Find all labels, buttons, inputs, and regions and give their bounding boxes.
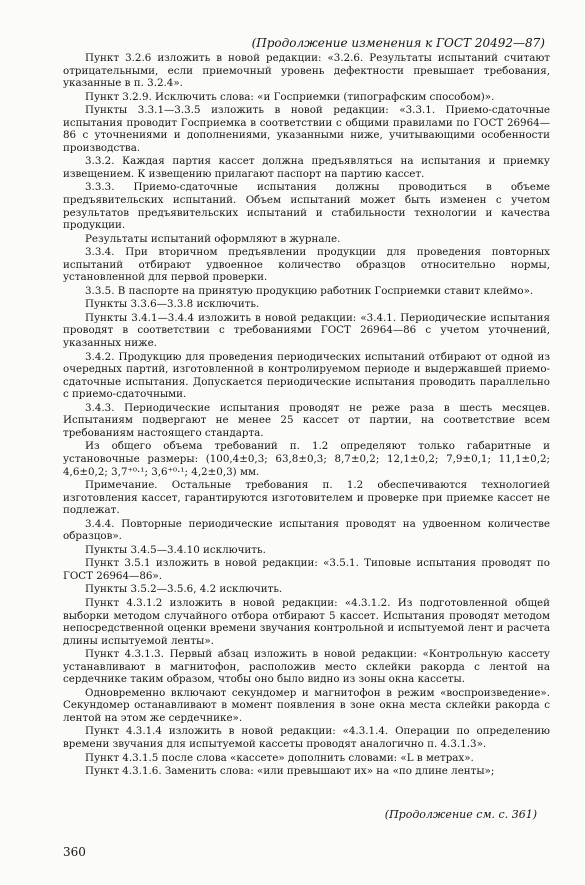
- paragraph: Одновременно включают секундомер и магнитофон в режим «воспроизведение». Секундомер останавливают в момент появления в зоне окна места склейки ракорда с лентой на этом же сердечнике».: [63, 686, 550, 724]
- paragraph: Пункт 4.3.1.4 изложить в новой редакции: «4.3.1.4. Операции по определению времени звучания для испытуемой кассеты проводят аналогично п. 4.3.1.3».: [63, 725, 550, 750]
- paragraph: Пункт 4.3.1.3. Первый абзац изложить в новой редакции: «Контрольную кассету устанавливают в магнитофон, расположив место склейки ракорда с лентой на сердечнике таким образом, чтобы оно было видно из зоны окна кассеты.: [63, 648, 550, 686]
- paragraph: 3.3.4. При вторичном предъявлении продукции для проведения повторных испытаний отбирают удвоенное количество образцов относительно нормы, установленной для первой проверки.: [63, 246, 550, 284]
- paragraph: Пункт 4.3.1.2 изложить в новой редакции: «4.3.1.2. Из подготовленной общей выборки методом случайного отбора отбирают 5 кассет. Испытания проводят методом непосредственной оценки времени звучания контрольной и испытуемой лент и расчета длины испытуемой ленты».: [63, 596, 550, 647]
- paragraph: 3.4.2. Продукцию для проведения периодических испытаний отбирают от одной из очередных партий, изготовленной в контролируемом периоде и выдержавшей приемо-сдаточные испытания. Допускается периодические испытания проводить параллельно с приемо-сдаточными.: [63, 350, 550, 401]
- document-body: [63, 52, 550, 779]
- paragraph: Из общего объема требований п. 1.2 определяют только габаритные и установочные размеры: (100,4±0,3; 63,8±0,3; 8,7±0,2; 12,1±0,2; 7,9±0,1; 11,1±0,2; 4,6±0,2; 3,7⁺⁰·¹; 3,6⁺⁰·¹; 4,2±0,3) мм.: [63, 440, 550, 478]
- paragraph: Результаты испытаний оформляют в журнале.: [85, 232, 341, 245]
- paragraph: Пункт 4.3.1.5 после слова «кассете» дополнить словами: «L в метрах».: [85, 751, 474, 764]
- continuation-footer: (Продолжение см. с. 361): [384, 808, 537, 821]
- paragraph: Пункты 3.4.1—3.4.4 изложить в новой редакции: «3.4.1. Периодические испытания проводят в соответствии с требованиями ГОСТ 26964—86 с учетом уточнений, указанных ниже.: [63, 311, 550, 350]
- paragraph: Пункт 3.5.1 изложить в новой редакции: «3.5.1. Типовые испытания проводят по ГОСТ 26964—86».: [63, 557, 550, 582]
- paragraph: 3.3.3. Приемо-сдаточные испытания должны проводиться в объеме предъявительских испытаний. Объем испытаний может быть изменен с учетом результатов предъявительских испытаний и стабильности технологии и качества продукции.: [63, 181, 550, 232]
- continuation-header: (Продолжение изменения к ГОСТ 20492—87): [251, 36, 545, 50]
- paragraph: 3.3.2. Каждая партия кассет должна предъявляться на испытания и приемку извещением. К извещению прилагают паспорт на партию кассет.: [63, 155, 550, 180]
- paragraph: 3.4.4. Повторные периодические испытания проводят на удвоенном количестве образцов».: [63, 517, 550, 543]
- page-number: 360: [63, 845, 86, 859]
- paragraph: Пункт 3.2.9. Исключить слова: «и Госприемки (типографским способом)».: [85, 90, 495, 103]
- paragraph: Пункты 3.3.6—3.3.8 исключить.: [85, 298, 260, 311]
- paragraph: Пункты 3.3.1—3.3.5 изложить в новой редакции: «3.3.1. Приемо-сдаточные испытания проводит Госприемка в соответствии с общими правилами по ГОСТ 26964—86 с уточнениями и дополнениями, указанными ниже, учитывающими особенности производства.: [63, 104, 550, 154]
- paragraph: Пункты 3.4.5—3.4.10 исключить.: [85, 543, 266, 556]
- paragraph: 3.4.3. Периодические испытания проводят не реже раза в шесть месяцев. Испытаниям подвергают не менее 25 кассет от партии, на соответствие всем требованиям настоящего стандарта.: [63, 401, 550, 439]
- paragraph: Пункт 4.3.1.6. Заменить слова: «или превышают их» на «по длине ленты»;: [85, 765, 495, 778]
- paragraph: Пункт 3.2.6 изложить в новой редакции: «3.2.6. Результаты испытаний считают отрицательными, если приемочный уровень дефектности превышает требования, указанные в п. 3.2.4».: [63, 52, 550, 90]
- paragraph: 3.3.5. В паспорте на принятую продукцию работник Госприемки ставит клеймо».: [85, 284, 534, 297]
- paragraph: Пункты 3.5.2—3.5.6, 4.2 исключить.: [85, 583, 283, 596]
- note-paragraph: Примечание. Остальные требования п. 1.2 обеспечиваются технологией изготовления кассет, гарантируются изготовителем и проверке при приемке кассет не подлежат.: [63, 479, 550, 517]
